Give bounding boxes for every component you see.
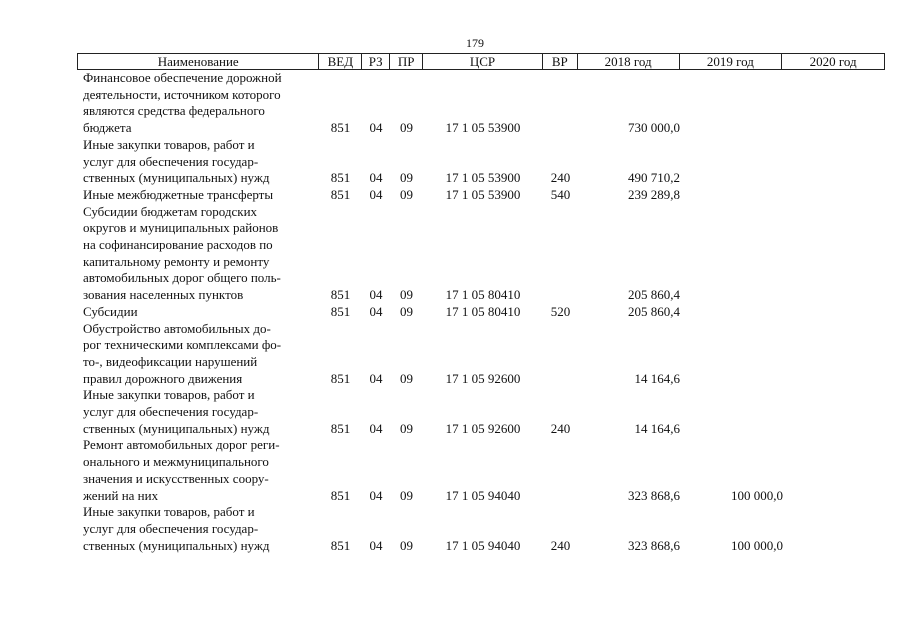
row-rz: 04 [369,420,383,436]
row-pr: 09 [400,170,413,186]
row-rz: 04 [369,303,383,319]
row-pr: 09 [400,287,413,303]
row-name-line: услуг для обеспечения государ- [83,153,259,169]
row-y2018: 239 289,8 [628,186,680,202]
row-name-line: Иные межбюджетные трансферты [83,186,274,202]
row-rz: 04 [369,487,383,503]
row-name-line: бюджета [83,120,132,136]
row-name-line: Иные закупки товаров, работ и [83,504,255,520]
table-row [77,304,885,321]
row-y2018: 730 000,0 [628,120,680,136]
header-pr: ПР [390,54,423,69]
row-csr: 17 1 05 53900 [445,120,521,136]
row-name-line: округов и муниципальных районов [83,220,279,236]
row-name-line: ственных (муниципальных) нужд [83,537,270,553]
row-csr: 17 1 05 80410 [445,303,521,319]
row-name-line: автомобильных дорог общего поль- [83,270,281,286]
row-y2018: 14 164,6 [634,370,680,386]
row-ved: 851 [330,537,351,553]
row-name-line: жений на них [83,487,159,503]
row-name [77,70,319,137]
row-ved: 851 [330,370,351,386]
table-row [77,187,885,204]
row-vr: 240 [550,420,571,436]
row-rz: 04 [369,287,383,303]
row-pr: 09 [400,487,413,503]
row-name-line: Обустройство автомобильных до- [83,320,271,336]
row-rz: 04 [369,170,383,186]
row-rz: 04 [369,120,383,136]
row-pr: 09 [400,186,413,202]
row-y2018: 323 868,6 [628,487,680,503]
row-name-line: капитальному ремонту и ремонту [83,253,270,269]
row-vr: 520 [550,303,571,319]
row-name-line: ственных (муниципальных) нужд [83,420,270,436]
row-name-line: правил дорожного движения [83,370,243,386]
row-vr: 540 [550,186,571,202]
row-name-line: на софинансирование расходов по [83,237,273,253]
row-csr: 17 1 05 94040 [445,537,521,553]
row-ved: 851 [330,186,351,202]
row-name [77,387,319,437]
row-vr: 240 [550,170,571,186]
table-header [77,53,885,70]
row-pr: 09 [400,420,413,436]
row-csr: 17 1 05 80410 [445,287,521,303]
header-vr: ВР [543,54,578,69]
row-name-line: Финансовое обеспечение дорожной [83,70,282,85]
table-row [77,504,885,554]
row-rz: 04 [369,537,383,553]
row-name-line: являются средства федерального [83,103,265,119]
table-body [77,70,885,554]
header-csr: ЦСР [423,54,543,69]
row-name [77,437,319,504]
row-y2018: 205 860,4 [628,287,680,303]
table-row [77,204,885,304]
row-y2019: 100 000,0 [731,487,783,503]
row-name-line: деятельности, источником которого [83,86,281,102]
header-2019: 2019 год [680,54,783,69]
header-rz: РЗ [362,54,390,69]
row-ved: 851 [330,170,351,186]
row-csr: 17 1 05 53900 [445,186,521,202]
row-csr: 17 1 05 92600 [445,420,521,436]
row-name-line: Иные закупки товаров, работ и [83,136,255,152]
table-row [77,70,885,137]
table-row [77,137,885,187]
row-ved: 851 [330,487,351,503]
header-2018: 2018 год [578,54,680,69]
table-row [77,387,885,437]
row-name-line: то-, видеофиксации нарушений [83,353,258,369]
row-name-line: Субсидии [83,303,138,319]
row-y2018: 205 860,4 [628,303,680,319]
row-name [77,204,319,304]
row-vr: 240 [550,537,571,553]
row-y2018: 323 868,6 [628,537,680,553]
row-csr: 17 1 05 53900 [445,170,521,186]
row-rz: 04 [369,186,383,202]
row-rz: 04 [369,370,383,386]
row-name [77,321,319,388]
row-csr: 17 1 05 92600 [445,370,521,386]
table-row [77,321,885,388]
page-number: 179 [466,36,484,50]
row-ved: 851 [330,120,351,136]
header-name: Наименование [78,54,319,69]
row-name [77,304,319,321]
row-name-line: онального и межмуниципального [83,454,269,470]
row-pr: 09 [400,120,413,136]
row-pr: 09 [400,370,413,386]
row-name-line: ственных (муниципальных) нужд [83,170,270,186]
row-pr: 09 [400,303,413,319]
table-row [77,437,885,504]
row-csr: 17 1 05 94040 [445,487,521,503]
row-ved: 851 [330,420,351,436]
row-name-line: услуг для обеспечения государ- [83,520,259,536]
row-name-line: зования населенных пунктов [83,287,244,303]
header-ved: ВЕД [319,54,362,69]
header-2020: 2020 год [809,54,857,69]
row-ved: 851 [330,287,351,303]
row-name-line: услуг для обеспечения государ- [83,404,259,420]
row-name [77,187,319,204]
row-y2018: 490 710,2 [628,170,680,186]
row-name-line: значения и искусственных соору- [83,470,269,486]
row-y2018: 14 164,6 [634,420,680,436]
row-name [77,504,319,554]
row-name-line: Ремонт автомобильных дорог реги- [83,437,280,453]
row-name-line: рог техническими комплексами фо- [83,337,282,353]
row-pr: 09 [400,537,413,553]
row-name [77,137,319,187]
row-name-line: Иные закупки товаров, работ и [83,387,255,403]
row-ved: 851 [330,303,351,319]
row-y2019: 100 000,0 [731,537,783,553]
row-name-line: Субсидии бюджетам городских [83,203,258,219]
